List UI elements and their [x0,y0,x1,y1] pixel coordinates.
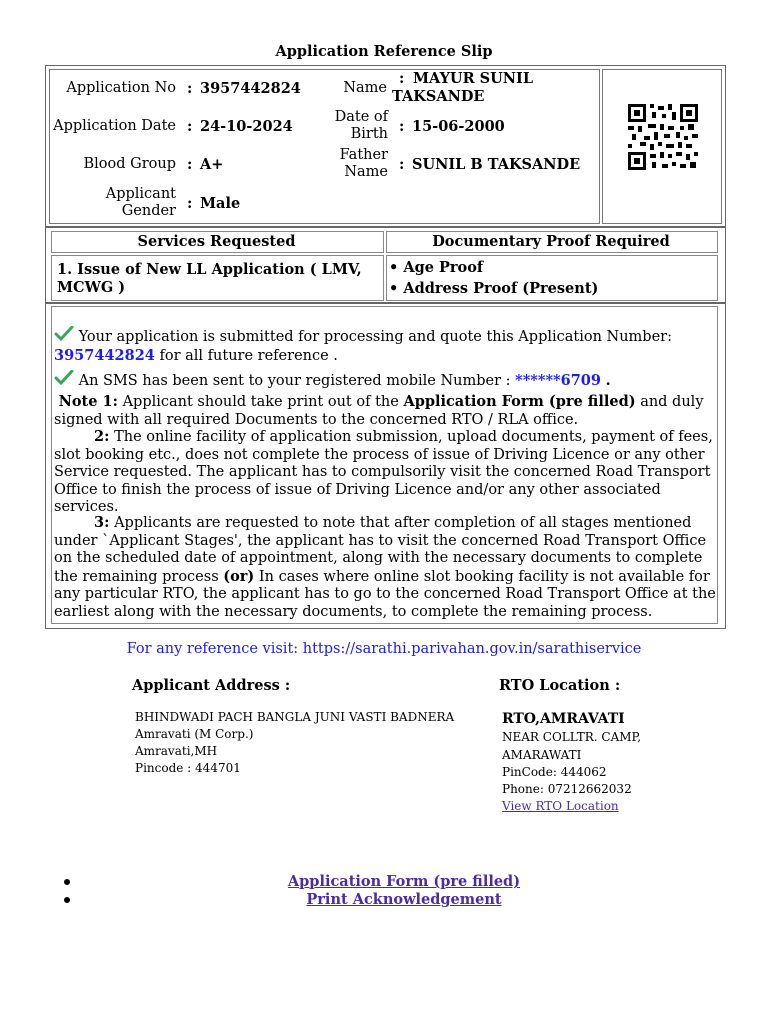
rto-line: PinCode: 444062 [502,765,607,779]
check-icon [54,326,74,342]
name-label: Name [343,80,387,96]
name-value: MAYUR SUNIL TAKSANDE [392,70,534,105]
colon: : [399,156,405,173]
colon: : [399,70,405,87]
qr-code-icon [628,104,698,170]
app-no-label: Application No [66,80,176,96]
submitted-post: for all future reference . [159,347,338,364]
father-value: SUNIL B TAKSANDE [412,156,581,173]
app-no-value: 3957442824 [200,80,301,97]
address-line: Amravati (M Corp.) [135,727,254,741]
view-rto-location-link[interactable]: View RTO Location [502,799,619,813]
note-1 [54,393,719,429]
rto-line: AMARAWATI [502,748,582,762]
note1-pre: Applicant should take print out of the [122,394,399,410]
note1-post: and duly signed with all required Documents to the concerned RTO / RLA office. [54,394,704,428]
address-line: Amravati,MH [135,744,218,758]
rto-heading: RTO Location : [499,677,621,694]
rto-line: Phone: 07212662032 [502,782,632,796]
address-line: BHINDWADI PACH BANGLA JUNI VASTI BADNERA [135,710,455,724]
colon: : [187,118,193,135]
note-2 [54,428,719,517]
service-value: 1. Issue of New LL Application ( LMV, MCWG ) [57,261,362,296]
sms-number: ******6709 [515,372,601,389]
note1-label: Note 1: [58,393,118,410]
dob-value: 15-06-2000 [412,118,505,135]
address-line: Pincode : 444701 [135,761,241,775]
proof-header: Documentary Proof Required [432,233,670,250]
sms-dot: . [605,372,611,389]
rto-line: NEAR COLLTR. CAMP, [502,730,642,744]
gender-value: Male [200,195,241,212]
colon: : [187,195,193,212]
rto-name: RTO,AMRAVATI [502,711,625,727]
proof-item-age: • Age Proof [389,259,484,276]
note3-pre: Applicants are requested to note that after completion of all stages mentioned under `Applicant Stages', the applicant has to visit the concerned Road Transport Office on the scheduled date of appointment, along with the necessary documents to complete the remaining process [54,515,707,585]
note3-post: In cases where online slot booking facility is not available for any particular RTO, the applicant has to go to the concerned Road Transport Office at the earliest along with the necessary documents, to complete the remaining process. [54,568,716,620]
colon: : [399,118,405,135]
dob-label: Date of Birth [334,109,388,142]
application-form-link[interactable]: Application Form (pre filled) [287,873,521,890]
services-header: Services Requested [137,233,296,250]
colon: : [187,156,193,173]
address-heading: Applicant Address : [132,677,291,694]
note2-label: 2: [94,428,110,445]
father-label: Father Name [339,147,388,180]
sms-text: An SMS has been sent to your registered mobile Number : [78,373,511,389]
application-number: 3957442824 [54,346,155,364]
proof-item-address: • Address Proof (Present) [389,280,599,297]
note3-or: (or) [223,567,255,585]
blood-label: Blood Group [83,156,176,172]
reference-text: For any reference visit: https://sarathi.parivahan.gov.in/sarathiservice [126,641,642,657]
page-title: Application Reference Slip [275,43,493,60]
note2-text: The online facility of application submission, upload documents, payment of fees, slot booking etc., does not complete the process of issue of Driving Licence or any other Service requested. The applicant has to compulsorily visit the concerned Road Transport Office to finish the process of issue of Driving Licence and/or any other associated services. [54,429,713,515]
app-date-value: 24-10-2024 [200,118,293,135]
submitted-note [54,326,719,365]
note1-bold: Application Form (pre filled) [403,393,636,410]
note3-label: 3: [94,514,110,531]
print-acknowledgement-link[interactable]: Print Acknowledgement [306,891,502,908]
note-3 [54,514,719,621]
app-date-label: Application Date [53,118,176,134]
colon: : [187,80,193,97]
gender-label: Applicant Gender [105,186,176,219]
sms-note [54,370,719,391]
check-icon [54,370,74,386]
submitted-text: Your application is submitted for processing and quote this Application Number: [78,329,672,345]
blood-value: A+ [200,156,224,173]
